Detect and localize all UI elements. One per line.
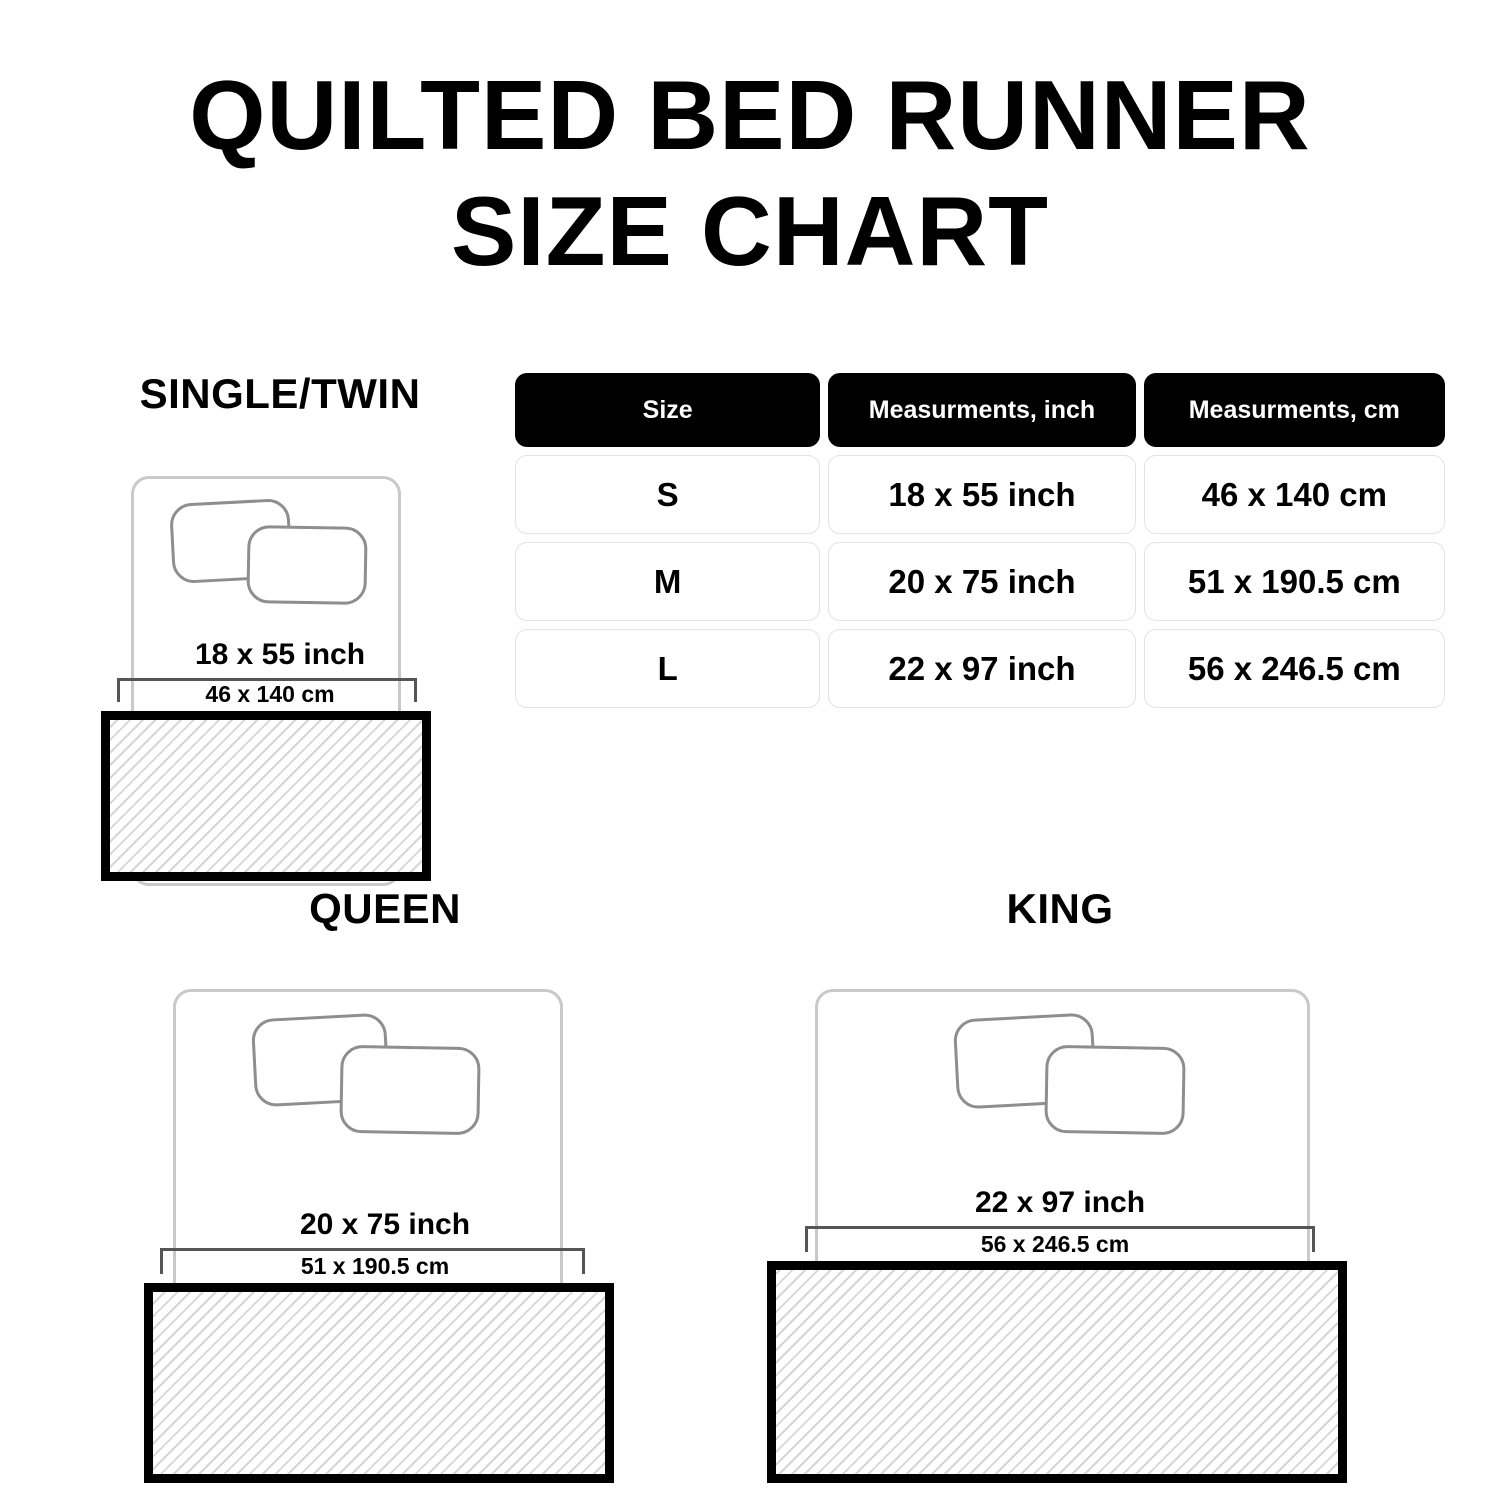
title-line-2: SIZE CHART <box>451 175 1049 286</box>
dimension-cm-queen: 51 x 190.5 cm <box>300 1253 450 1279</box>
bed-diagram-king <box>760 885 1360 1471</box>
runner-quilt-hatch <box>153 1292 605 1474</box>
table-row <box>515 542 1445 621</box>
bed-label-queen: QUEEN <box>309 885 461 932</box>
pillow-front-king <box>1044 1045 1186 1135</box>
dimension-cm-single-twin: 46 x 140 cm <box>205 681 335 707</box>
cell-cm-s: 46 x 140 cm <box>1144 455 1445 534</box>
bed-diagram-single-twin <box>95 370 465 886</box>
pillow-front-queen <box>339 1045 481 1135</box>
bed-runner-king <box>767 1261 1347 1483</box>
cell-size-s: S <box>515 455 820 534</box>
cell-cm-m: 51 x 190.5 cm <box>1144 542 1445 621</box>
runner-quilt-hatch <box>110 720 422 872</box>
bed-label-single-twin: SINGLE/TWIN <box>139 370 421 417</box>
cell-size-m: M <box>515 542 820 621</box>
column-header-cm: Measurments, cm <box>1144 373 1445 447</box>
bed-runner-single-twin <box>101 711 431 881</box>
runner-quilt-hatch <box>776 1270 1338 1474</box>
dimension-cm-king: 56 x 246.5 cm <box>980 1231 1130 1257</box>
bed-label-king: KING <box>1006 885 1114 932</box>
cell-size-l: L <box>515 629 820 708</box>
column-header-size: Size <box>515 373 820 447</box>
cell-inch-l: 22 x 97 inch <box>828 629 1135 708</box>
dimension-inch-king: 22 x 97 inch <box>974 1186 1146 1219</box>
size-chart-table <box>515 373 1445 716</box>
table-row <box>515 455 1445 534</box>
cell-inch-m: 20 x 75 inch <box>828 542 1135 621</box>
bed-runner-queen <box>144 1283 614 1483</box>
cell-cm-l: 56 x 246.5 cm <box>1144 629 1445 708</box>
table-row <box>515 629 1445 708</box>
pillow-front-single-twin <box>246 525 367 605</box>
page-title <box>0 58 1500 289</box>
dimension-inch-queen: 20 x 75 inch <box>299 1208 471 1241</box>
table-header-row <box>515 373 1445 447</box>
dimension-inch-single-twin: 18 x 55 inch <box>194 638 366 671</box>
title-line-1: QUILTED BED RUNNER <box>189 60 1311 170</box>
bed-diagram-queen <box>140 885 630 1471</box>
cell-inch-s: 18 x 55 inch <box>828 455 1135 534</box>
column-header-inch: Measurments, inch <box>828 373 1135 447</box>
